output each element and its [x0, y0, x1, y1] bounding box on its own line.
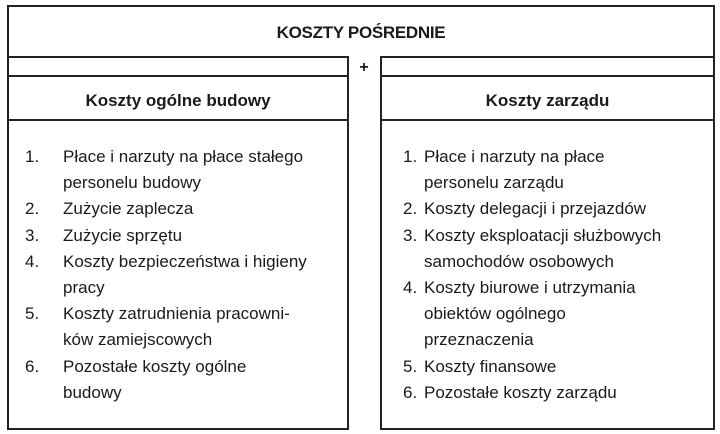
list-item: [403, 144, 708, 196]
diagram-title: KOSZTY POŚREDNIE: [276, 23, 446, 42]
list-item-number: 2.: [25, 199, 40, 219]
list-item-number: 1.: [403, 147, 418, 166]
list-item-text: personelu budowy: [63, 173, 201, 193]
plus-connector: +: [359, 59, 369, 76]
title-band: [7, 5, 715, 58]
list-item-number: 6.: [403, 382, 418, 402]
list-item-number: 6.: [25, 356, 40, 376]
list-item-number: 4.: [25, 251, 40, 271]
list-item-text: Koszty bezpieczeństwa i higieny: [63, 251, 307, 271]
list-item: [25, 301, 345, 353]
list-item: [403, 196, 708, 222]
right-divider-top: [382, 75, 715, 77]
left-column-heading: Koszty ogólne budowy: [85, 91, 271, 110]
list-item: [25, 223, 345, 249]
list-item-text: obiektów ogólnego: [424, 304, 566, 324]
list-item-text: samochodów osobowych: [424, 251, 614, 271]
list-item: [403, 380, 708, 406]
list-item: [25, 354, 345, 406]
list-item-number: 3.: [403, 225, 418, 245]
list-item-text: budowy: [63, 382, 122, 402]
list-item-text: personelu zarządu: [424, 173, 564, 193]
left-divider-bottom: [9, 119, 349, 121]
right-column-heading: Koszty zarządu: [485, 91, 610, 110]
list-item: [403, 275, 708, 354]
list-item-text: przeznaczenia: [424, 330, 534, 350]
list-item-text: pracy: [63, 278, 105, 298]
list-item-text: Koszty biurowe i utrzymania: [424, 278, 636, 298]
right-divider-bottom: [382, 119, 715, 121]
list-item-text: Zużycie zaplecza: [63, 199, 194, 219]
left-divider-top: [9, 75, 349, 77]
list-item: [403, 354, 708, 380]
list-item-text: Zużycie sprzętu: [63, 225, 183, 245]
list-item: [403, 223, 708, 275]
list-item-number: 3.: [25, 225, 40, 245]
list-item-text: Płace i narzuty na płace stałego: [63, 147, 304, 166]
list-item-text: Koszty eksploatacji służbowych: [424, 225, 662, 245]
right-column-list: [403, 144, 708, 406]
right-column-box: [380, 56, 715, 430]
list-item-text: Koszty zatrudnienia pracowni-: [63, 304, 290, 324]
list-item-text: ków zamiejscowych: [63, 330, 213, 350]
list-item-number: 5.: [403, 356, 418, 376]
left-column-list: [25, 144, 345, 406]
list-item-text: Pozostałe koszty zarządu: [424, 382, 617, 402]
list-item: [25, 249, 345, 301]
list-item: [25, 196, 345, 222]
left-column-box: [7, 56, 349, 430]
list-item: [25, 144, 345, 196]
list-item-number: 1.: [25, 147, 40, 166]
list-item-text: Pozostałe koszty ogólne: [63, 356, 247, 376]
list-item-number: 2.: [403, 199, 418, 219]
list-item-text: Koszty finansowe: [424, 356, 557, 376]
list-item-number: 5.: [25, 304, 40, 324]
list-item-number: 4.: [403, 278, 418, 298]
list-item-text: Koszty delegacji i przejazdów: [424, 199, 647, 219]
list-item-text: Płace i narzuty na płace: [424, 147, 605, 166]
